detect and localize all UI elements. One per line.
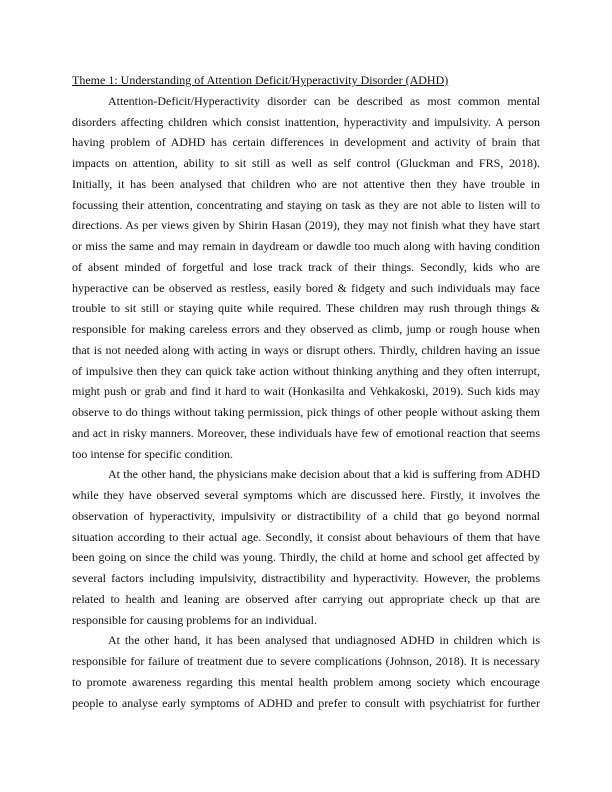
text-line: trouble to sit still or staying quite while required. These children may rush through things & xyxy=(72,301,540,316)
text-line: focussing their attention, concentrating and staying on task as they are not able to listen will to xyxy=(72,197,540,212)
text-line: having problem of ADHD has certain differences in development and activity of brain that xyxy=(72,135,540,150)
text-line: might push or grab and find it hard to wait (Honkasilta and Vehkakoski, 2019). Such kids may xyxy=(72,384,540,399)
text-line: while they have observed several symptoms which are discussed here. Firstly, it involves the xyxy=(72,488,540,502)
text-line: observation of hyperactivity, impulsivity or distractibility of a child that go beyond normal xyxy=(72,508,540,523)
text-line: several factors including impulsivity, distractibility and hyperactivity. However, the problems xyxy=(72,571,540,585)
text-line: of absent minded of forgetful and lose track track of their things. Secondly, kids who are xyxy=(72,259,540,274)
text-line: Attention-Deficit/Hyperactivity disorder can be described as most common mental xyxy=(108,93,540,108)
document-page xyxy=(72,70,540,713)
text-line: to promote awareness regarding this mental health problem among society which encourage xyxy=(72,674,540,689)
text-line: responsible for making careless errors and they observed as climb, jump or rough house when xyxy=(72,322,540,336)
paragraph xyxy=(72,464,540,630)
text-line: and act in risky manners. Moreover, these individuals have few of emotional reaction that seems xyxy=(72,425,540,440)
text-line: responsible for failure of treatment due to severe complications (Johnson, 2018). It is necessary xyxy=(72,654,540,668)
text-line: directions. As per views given by Shirin Hasan (2019), they may not finish what they have start xyxy=(72,218,540,233)
text-line: been going on since the child was young. Thirdly, the child at home and school get affected by xyxy=(72,550,540,565)
text-line: too intense for specific condition. xyxy=(72,446,233,461)
text-line: of impulsive then they can quick take action without thinking anything and they often interrupt, xyxy=(72,363,540,378)
text-line: At the other hand, the physicians make decision about that a kid is suffering from ADHD xyxy=(108,467,540,482)
paragraph xyxy=(72,630,540,713)
text-line: situation according to their actual age. Secondly, it consist about behaviours of them that have xyxy=(72,529,540,544)
text-line: impacts on attention, ability to sit still as well as self control (Gluckman and FRS, 2018). xyxy=(72,156,540,170)
text-line: responsible for causing problems for an individual. xyxy=(72,612,317,627)
text-line: Initially, it has been analysed that children who are not attentive then they have trouble in xyxy=(72,176,540,191)
text-line: hyperactive can be observed as restless, easily bored & fidgety and such individuals may face xyxy=(72,280,540,295)
document-body xyxy=(72,91,540,714)
section-heading: Theme 1: Understanding of Attention Deficit/Hyperactivity Disorder (ADHD) xyxy=(72,73,449,87)
text-line: or miss the same and may remain in daydream or dawdle too much along with having condition xyxy=(72,239,540,253)
text-line: disorders affecting children which consist inattention, hyperactivity and impulsivity. A person xyxy=(72,114,540,129)
paragraph xyxy=(72,91,540,465)
text-line: people to analyse early symptoms of ADHD and prefer to consult with psychiatrist for further xyxy=(72,695,540,710)
text-line: At the other hand, it has been analysed that undiagnosed ADHD in children which is xyxy=(108,633,540,648)
text-line: that is not needed along with acting in ways or disrupt others. Thirdly, children having an issue xyxy=(72,342,540,357)
text-line: related to health and leaning are observed after carrying out appropriate check up that are xyxy=(72,591,540,606)
text-line: observe to do things without taking permission, pick things of other people without asking them xyxy=(72,405,540,419)
